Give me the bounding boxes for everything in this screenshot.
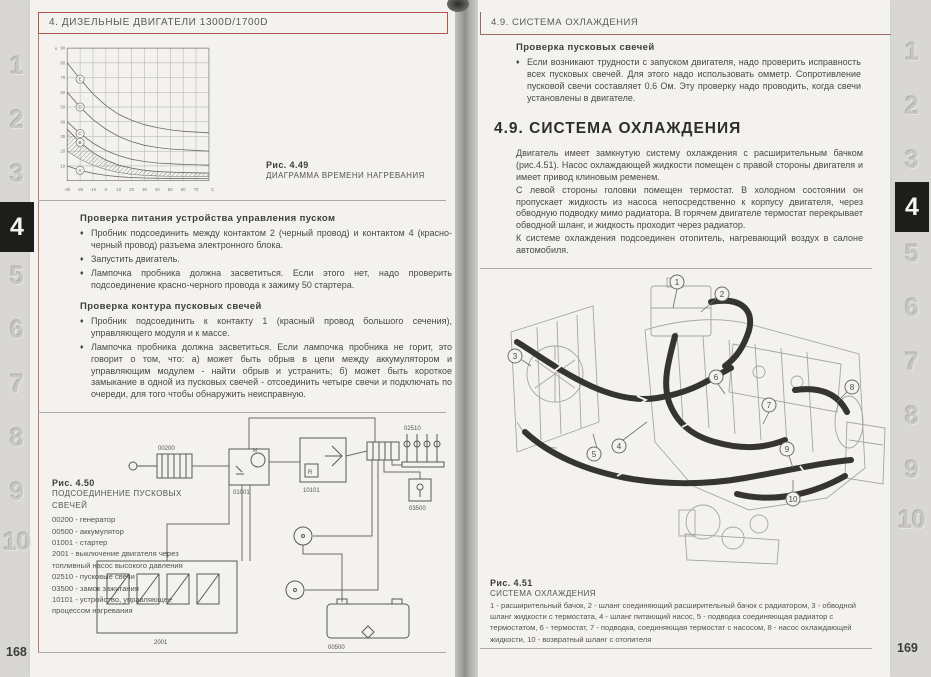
svg-text:9: 9 [784, 445, 790, 454]
callout-7 [762, 398, 776, 412]
tab-8: 8 [905, 402, 919, 430]
right-page-bottom-rule [480, 648, 872, 649]
svg-text:70: 70 [60, 75, 66, 81]
bullet-item [80, 254, 452, 266]
divider [38, 200, 446, 201]
svg-text:C: C [78, 131, 82, 137]
tab-8: 8 [10, 424, 24, 452]
callout-8 [845, 380, 859, 394]
right-page [478, 0, 890, 677]
callout-10 [786, 492, 800, 506]
hose-thermostat-pump [795, 389, 847, 412]
tab-1: 1 [905, 38, 919, 66]
svg-text:30: 30 [60, 134, 66, 140]
figure-451-legend: 1 - расширительный бачок, 2 - шланг соединяющий расширительный бачок с радиатором, 3 - обводной шланг жидкости с термостата, 4 - шланг питающий насос, 5 - подводка соединяющая радиатор с термостатом, 6 - термостат, 7 - подводка, соединяющая термостат с насосом, 8 - насос охлаждающей жидкости, 10 - возвратный шланг с отопителя [490, 600, 857, 644]
legend-entry: 2001 - выключение двигателя через топливный насос высокого давления [52, 549, 183, 570]
figure-450-label: Рис. 4.50 [52, 478, 95, 488]
svg-text:80: 80 [60, 60, 66, 66]
figure-451-title: СИСТЕМА ОХЛАЖДЕНИЯ [490, 589, 596, 598]
svg-text:70: 70 [193, 186, 199, 192]
bullet-item [80, 342, 452, 401]
svg-text:4: 4 [616, 442, 622, 451]
control-unit-symbol [300, 438, 346, 482]
generator-code-label: 00200 [158, 446, 175, 452]
legend-entry: 10101 - устройство, управляющее процессом нагревания [52, 594, 173, 616]
svg-text:50: 50 [167, 186, 173, 192]
svg-text:-10: -10 [89, 186, 97, 192]
left-page [30, 0, 455, 677]
section-glow-check-bullets [516, 57, 861, 107]
legend-entry: 03500 - замок зажигания [52, 583, 139, 593]
svg-text:C: C [211, 186, 215, 192]
glow-plugs-code-label: 02510 [404, 426, 421, 432]
battery-code-label: 00500 [328, 645, 345, 651]
callout-4 [612, 439, 626, 453]
svg-text:D: D [78, 104, 82, 110]
tab-4-active: 4 [0, 202, 34, 252]
tab-6: 6 [905, 294, 919, 322]
glow-plugs-symbol [402, 434, 444, 467]
svg-text:40: 40 [60, 119, 66, 125]
svg-text:-30: -30 [64, 186, 71, 192]
bullet-text: Пробник подсоединить между контактом 2 (черный провод) и контактом 4 (красно-черный провод) разъема электронного блока. [91, 228, 452, 250]
control-unit-r-mark: R [308, 470, 313, 476]
heating-time-chart [50, 42, 220, 194]
tab-9: 9 [905, 456, 919, 484]
bullet-diamond-icon: ♦ [80, 269, 84, 277]
divider [480, 268, 872, 269]
left-header-text: 4. ДИЗЕЛЬНЫЕ ДВИГАТЕЛИ 1300D/1700D [49, 17, 269, 28]
svg-text:40: 40 [155, 186, 160, 192]
svg-text:50: 50 [60, 104, 66, 110]
svg-text:8: 8 [849, 383, 855, 392]
section-power-check-bullets [80, 228, 452, 293]
svg-text:6: 6 [713, 373, 719, 382]
svg-text:s: s [54, 46, 58, 52]
bullet-diamond-icon: ♦ [80, 255, 84, 263]
callout-9 [780, 442, 794, 456]
cooling-system-paragraphs [516, 148, 863, 258]
bullet-item [80, 268, 452, 292]
bullet-text: Лампочка пробника должна засветиться. Если этого нет, надо проверить подсоединение красно-черного провода к зажиму 50 стартера. [91, 267, 452, 290]
svg-text:30: 30 [142, 186, 147, 192]
tab-9: 9 [10, 478, 24, 506]
starter-code-label: 01001 [233, 490, 250, 496]
figure-451-caption [490, 578, 878, 645]
svg-text:A: A [78, 167, 82, 173]
tab-5: 5 [10, 262, 24, 290]
tab-7: 7 [905, 348, 919, 376]
bullet-diamond-icon: ♦ [80, 343, 84, 351]
callout-3 [508, 349, 522, 363]
tab-3: 3 [905, 146, 919, 174]
tab-2: 2 [905, 92, 919, 120]
legend-entry: 00200 - генератор [52, 515, 116, 525]
starter-m-mark: M [253, 448, 258, 454]
tab-4-active: 4 [895, 182, 929, 232]
left-page-header [38, 12, 448, 34]
bullet-diamond-icon: ♦ [516, 59, 520, 66]
svg-text:E: E [78, 76, 82, 82]
figure-451-label: Рис. 4.51 [490, 578, 533, 588]
tab-3: 3 [10, 160, 24, 188]
svg-text:10: 10 [60, 163, 66, 169]
svg-text:7: 7 [766, 401, 772, 410]
control-unit-code-label: 10101 [303, 488, 320, 494]
left-page-red-rule [38, 12, 39, 652]
fuel-cutoff-code-label: 2001 [154, 640, 168, 646]
figure-450-title: ПОДСОЕДИНЕНИЕ ПУСКОВЫХ СВЕЧЕЙ [52, 489, 182, 510]
left-tab-column [0, 0, 34, 677]
svg-text:3: 3 [512, 352, 518, 361]
legend-entry: 00500 - аккумулятор [52, 526, 124, 536]
bullet-text: Лампочка пробника должна засветиться. Если лампочка пробника не горит, это говорит о том, что: а) может быть обрыв в цепи между аккумулятором и управляющим модулем - найти обрыв и устранить; б) может быть короткое замыкание в одной из пусковых свечей - отсоединить четыре свечи и подключать по очереди, для того чтобы обнаружить неисправную. [91, 341, 452, 400]
figure-449-title: ДИАГРАММА ВРЕМЕНИ НАГРЕВАНИЯ [266, 171, 425, 180]
bullet-diamond-icon: ♦ [80, 318, 84, 325]
svg-text:60: 60 [180, 186, 186, 192]
hose-radiator-thermostat [525, 432, 851, 483]
bullet-text: Запустить двигатель. [91, 253, 180, 264]
tab-10: 10 [898, 506, 926, 534]
svg-text:60: 60 [60, 89, 66, 95]
callout-2 [715, 287, 729, 301]
bullet-text: Пробник подсоединить к контакту 1 (красный провод большого сечения), управляющего модуля и к массе. [91, 316, 452, 338]
svg-text:-20: -20 [76, 186, 84, 192]
svg-text:0: 0 [104, 186, 108, 192]
right-header-text: 4.9. СИСТЕМА ОХЛАЖДЕНИЯ [491, 17, 639, 28]
legend-entry: 01001 - стартер [52, 537, 108, 547]
battery-symbol [327, 599, 409, 638]
paragraph: С левой стороны головки помещен термостат. В холодном состоянии он пропускает жидкость из насоса непосредственно к корпусу двигателя, через обводную подводку мимо радиатора. В горячем двигателе термостат перекрывает обводной шланг, и жидкость проходит через радиатор. [516, 184, 863, 231]
right-tab-column [895, 0, 929, 677]
hose-bypass [517, 342, 731, 399]
engine-line-art [511, 278, 885, 564]
tab-7: 7 [10, 370, 24, 398]
figure-449-label: Рис. 4.49 [266, 160, 309, 170]
page-number-right: 169 [897, 641, 918, 655]
section-circuit-check-bullets [80, 316, 452, 403]
generator-symbol [129, 454, 192, 478]
cooling-system-illustration [496, 272, 888, 572]
book-spine [455, 0, 478, 677]
tab-10: 10 [3, 528, 31, 556]
bullet-item [516, 57, 861, 105]
section-power-check-title: Проверка питания устройства управления пуском [80, 213, 336, 224]
svg-text:5: 5 [591, 450, 597, 459]
svg-text:1: 1 [674, 278, 680, 287]
section-circuit-check-title: Проверка контура пусковых свечей [80, 301, 262, 312]
svg-text:10: 10 [116, 186, 122, 192]
legend-entry: 02510 - пусковые свечи [52, 572, 135, 582]
callout-6 [709, 370, 723, 384]
ignition-code-label: 03500 [409, 506, 426, 512]
left-page-bottom-rule [38, 652, 446, 653]
svg-text:20: 20 [129, 186, 135, 192]
callout-5 [587, 447, 601, 461]
round-connector-symbols [286, 527, 312, 599]
tab-5: 5 [905, 240, 919, 268]
svg-text:B: B [78, 140, 82, 146]
ignition-switch-symbol [409, 479, 431, 501]
page-number-left: 168 [6, 645, 27, 659]
figure-449-caption [266, 160, 446, 182]
paragraph: Двигатель имеет замкнутую систему охлаждения с расширительным бачком (рис.4.51). Насос охлаждающей жидкости помещен с правой стороны двигателя и имеет привод клиновым ременем. [516, 148, 863, 182]
cooling-system-title: 4.9. СИСТЕМА ОХЛАЖДЕНИЯ [494, 120, 742, 137]
fuel-cutoff-block-symbol [97, 561, 237, 633]
bullet-text: Если возникают трудности с запуском двигателя, надо проверить исправность всех пусковых свечей. Для этого надо использовать омметр. Сопротивление пусковой свечи составляет 0.6 Ом. Эту проверку надо проводить, когда свечи установлены в двигателе. [527, 57, 861, 103]
bullet-item [80, 228, 452, 252]
section-glow-check-title: Проверка пусковых свечей [516, 42, 655, 53]
right-page-header [480, 12, 891, 35]
svg-text:90: 90 [60, 45, 66, 51]
svg-text:2: 2 [719, 290, 725, 299]
tab-6: 6 [10, 316, 24, 344]
bullet-item [80, 316, 452, 340]
svg-text:20: 20 [60, 148, 66, 154]
figure-449-chart [50, 42, 220, 194]
tab-2: 2 [10, 106, 24, 134]
harness-connector-symbol [367, 442, 399, 460]
starter-symbol [229, 449, 269, 485]
glow-plug-wiring-diagram [92, 404, 454, 652]
svg-text:10: 10 [788, 495, 798, 504]
hose-expansion-to-radiator [711, 301, 750, 366]
tab-1: 1 [10, 52, 24, 80]
paragraph: К системе охлаждения подсоединен отопитель, нагревающий воздух в салоне автомобиля. [516, 233, 863, 255]
bullet-diamond-icon: ♦ [80, 230, 84, 237]
callout-1 [670, 275, 684, 289]
